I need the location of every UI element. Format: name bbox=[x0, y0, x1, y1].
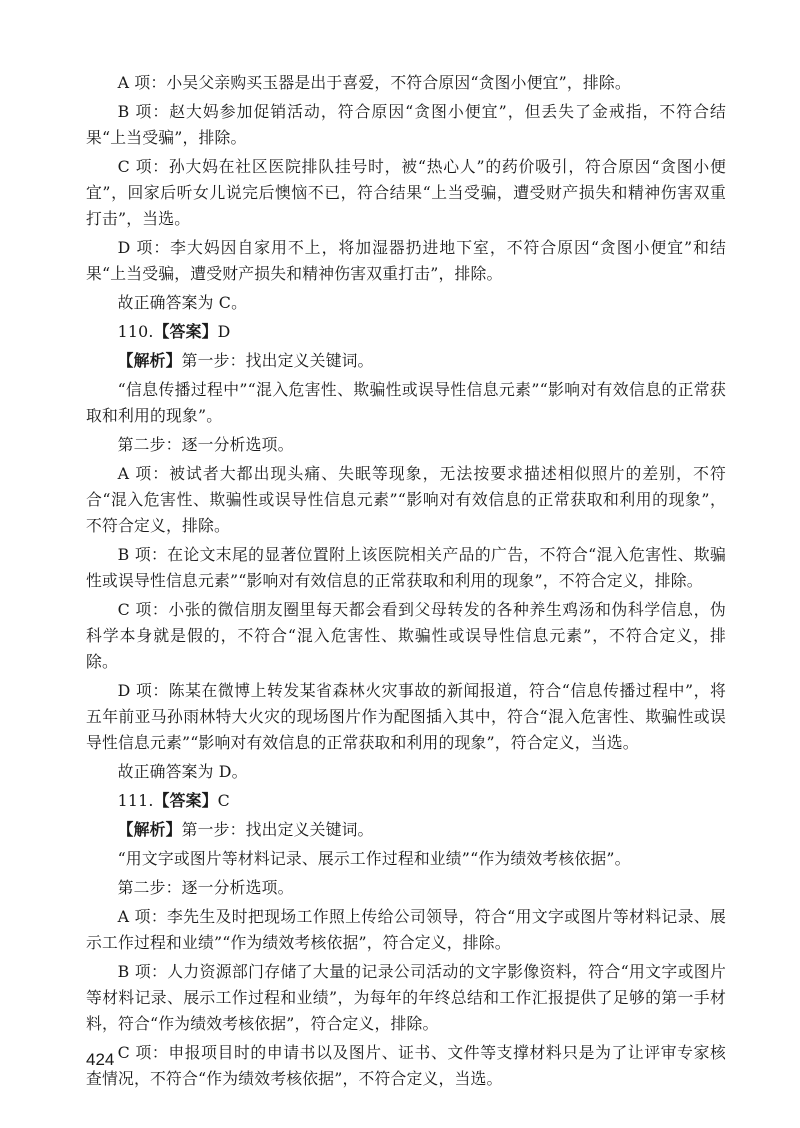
analysis-step-1: 第一步：找出定义关键词。 bbox=[181, 351, 374, 370]
paragraph-option-a: A 项：小吴父亲购买玉器是出于喜爱，不符合原因“贪图小便宜”，排除。 bbox=[117, 73, 631, 92]
answer-tag: 【答案】 bbox=[153, 791, 218, 810]
question-111-step-2: 第二步：逐一分析选项。 bbox=[117, 878, 294, 897]
question-110-option-c: C 项：小张的微信朋友圈里每天都会看到父母转发的各种养生鸡汤和伪科学信息，伪科学本身就是假的，不符合“混入危害性、欺骗性或误导性信息元素”，不符合定义，排除。 bbox=[86, 600, 726, 671]
question-111-option-a: A 项：李先生及时把现场工作照上传给公司领导，符合“用文字或图片等材料记录、展示工作过程和业绩”“作为绩效考核依据”，符合定义，排除。 bbox=[86, 907, 726, 952]
answer-tag: 【答案】 bbox=[153, 322, 218, 341]
question-110-answer bbox=[86, 319, 726, 345]
paragraph-option-c: C 项：孙大妈在社区医院排队挂号时，被“热心人”的药价吸引，符合原因“贪图小便宜”，回家后听女儿说完后懊恼不已，符合结果“上当受骗，遭受财产损失和精神伤害双重打击”，当选。 bbox=[86, 157, 726, 228]
analysis-tag: 【解析】 bbox=[117, 351, 182, 370]
answer-value: D bbox=[217, 322, 231, 341]
question-110-conclusion: 故正确答案为 D。 bbox=[117, 762, 248, 781]
paragraph-conclusion: 故正确答案为 C。 bbox=[117, 293, 248, 312]
page-number: 424 bbox=[86, 1050, 115, 1069]
analysis-tag: 【解析】 bbox=[117, 820, 182, 839]
question-number: 110. bbox=[117, 322, 154, 341]
question-110-option-d: D 项：陈某在微博上转发某省森林火灾事故的新闻报道，符合“信息传播过程中”，将五年前亚马孙雨林特大火灾的现场图片作为配图插入其中，符合“混入危害性、欺骗性或误导性信息元素”“影响对有效信息的正常获取和利用的现象”，符合定义，当选。 bbox=[86, 681, 726, 752]
question-110-step-2: 第二步：逐一分析选项。 bbox=[117, 435, 294, 454]
question-110-option-b: B 项：在论文末尾的显著位置附上该医院相关产品的广告，不符合“混入危害性、欺骗性或误导性信息元素”“影响对有效信息的正常获取和利用的现象”，不符合定义，排除。 bbox=[86, 545, 726, 590]
question-110-keywords: “信息传播过程中”“混入危害性、欺骗性或误导性信息元素”“影响对有效信息的正常获取和利用的现象”。 bbox=[86, 380, 726, 425]
answer-value: C bbox=[217, 791, 230, 810]
paragraph-option-b: B 项：赵大妈参加促销活动，符合原因“贪图小便宜”，但丢失了金戒指，不符合结果“上当受骗”，排除。 bbox=[86, 102, 726, 147]
document-page bbox=[86, 70, 726, 1092]
analysis-step-1: 第一步：找出定义关键词。 bbox=[181, 820, 374, 839]
question-111-analysis bbox=[86, 817, 726, 843]
question-111-option-b: B 项：人力资源部门存储了大量的记录公司活动的文字影像资料，符合“用文字或图片等材料记录、展示工作过程和业绩”，为每年的年终总结和工作汇报提供了足够的第一手材料，符合“作为绩效考核依据”，符合定义，排除。 bbox=[86, 962, 726, 1033]
paragraph-option-d: D 项：李大妈因自家用不上，将加湿器扔进地下室，不符合原因“贪图小便宜”和结果“上当受骗，遭受财产损失和精神伤害双重打击”，排除。 bbox=[86, 238, 726, 283]
question-number: 111. bbox=[117, 791, 154, 810]
question-111-answer bbox=[86, 788, 726, 814]
question-111-keywords: “用文字或图片等材料记录、展示工作过程和业绩”“作为绩效考核依据”。 bbox=[117, 849, 631, 868]
question-110-analysis bbox=[86, 348, 726, 374]
question-110-option-a: A 项：被试者大都出现头痛、失眠等现象，无法按要求描述相似照片的差别，不符合“混入危害性、欺骗性或误导性信息元素”“影响对有效信息的正常获取和利用的现象”，不符合定义，排除。 bbox=[86, 464, 726, 535]
question-111-option-c: C 项：申报项目时的申请书以及图片、证书、文件等支撑材料只是为了让评审专家核查情况，不符合“作为绩效考核依据”，不符合定义，当选。 bbox=[86, 1043, 726, 1088]
